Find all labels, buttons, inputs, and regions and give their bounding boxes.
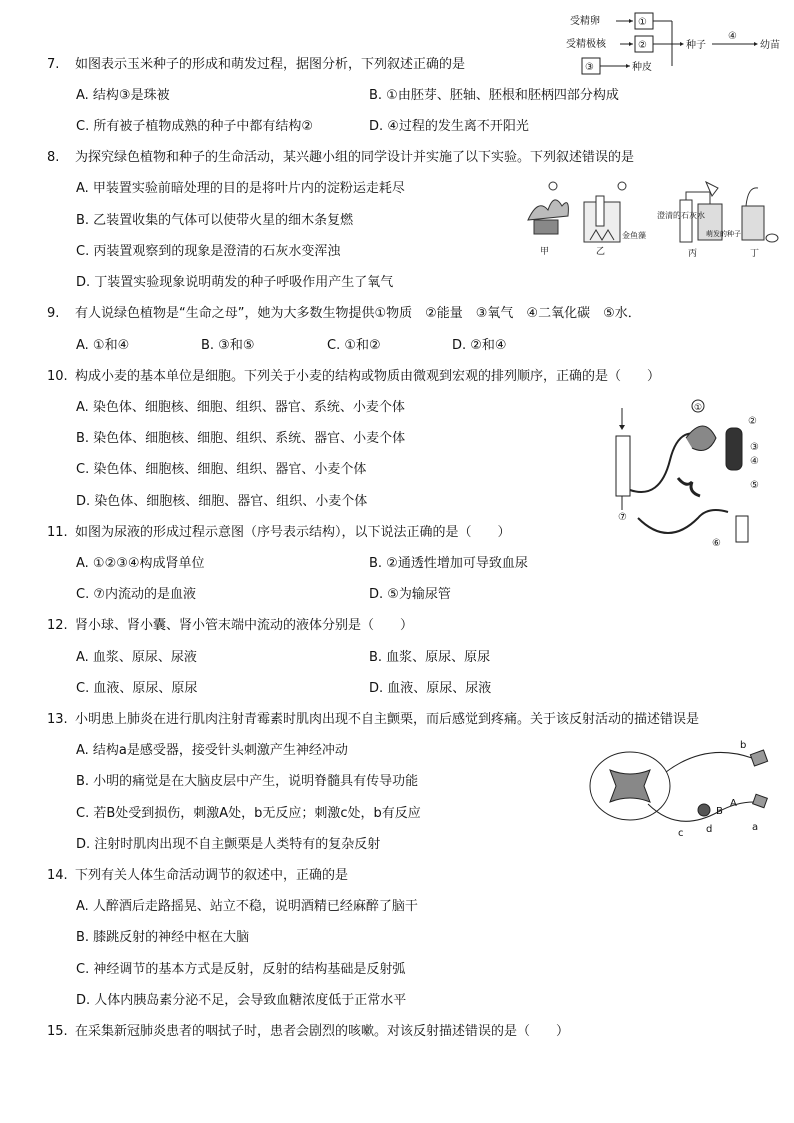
q10-option-d: D. 染色体、细胞核、细胞、器官、组织、小麦个体: [76, 494, 368, 509]
setup-yi-beaker: [584, 182, 646, 257]
q7-option-b: B. ①由胚芽、胚轴、胚根和胚柄四部分构成: [369, 88, 619, 103]
q9-option-a: A. ①和④: [76, 338, 130, 353]
label-3: ③: [750, 442, 759, 453]
arrowhead-to-seed: [680, 42, 684, 46]
question-text: 下列有关人体生命活动调节的叙述中，正确的是: [75, 868, 349, 883]
q8-option-a: A. 甲装置实验前暗处理的目的是将叶片内的淀粉运走耗尽: [76, 181, 405, 196]
label-waterweed: 金鱼藻: [622, 231, 646, 240]
q14-option-a: A. 人醉酒后走路摇晃、站立不稳，说明酒精已经麻醉了脑干: [76, 899, 418, 914]
gray-matter-icon: [610, 770, 650, 802]
question-text: 小明患上肺炎在进行肌肉注射青霉素时肌肉出现不自主颤栗，而后感觉到疼痛。关于该反射活动的描述错误是: [75, 712, 700, 727]
question-number: 13.: [47, 712, 68, 727]
q8-option-d: D. 丁装置实验现象说明萌发的种子呼吸作用产生了氧气: [76, 275, 394, 290]
dish-icon: [766, 234, 778, 242]
label-circle-4: ④: [728, 31, 737, 42]
question-7-stem: [47, 57, 465, 73]
setup-bing-limewater: [657, 182, 741, 259]
question-text: 在采集新冠肺炎患者的咽拭子时，患者会剧烈的咳嗽。对该反射描述错误的是（ ）: [75, 1024, 570, 1039]
q7-option-c: C. 所有被子植物成熟的种子中都有结构②: [76, 119, 313, 134]
q11-figure-nephron: [608, 398, 780, 556]
question-number: 10.: [47, 369, 68, 384]
receptor-icon: [753, 794, 768, 808]
ganglion-icon: [698, 804, 710, 816]
question-text: 肾小球、肾小囊、肾小管末端中流动的液体分别是（ ）: [75, 618, 414, 633]
label-5: ⑤: [750, 480, 759, 491]
q8-option-c: C. 丙装置观察到的现象是澄清的石灰水变浑浊: [76, 244, 341, 259]
label-1: ①: [694, 403, 703, 413]
outflow-vessel-icon: [736, 516, 748, 542]
sun-icon: [549, 182, 557, 190]
question-text: 如图表示玉米种子的形成和萌发过程，据图分析，下列叙述正确的是: [75, 57, 466, 72]
q12-option-b: B. 血浆、原尿、原尿: [369, 650, 491, 665]
flask-icon: [742, 206, 764, 240]
lower-tubule-icon: [638, 510, 728, 533]
question-number: 11.: [47, 525, 68, 540]
label-B: B: [716, 806, 723, 817]
label-seed: 种子: [686, 40, 706, 51]
setup-jia-plant: [528, 182, 568, 257]
question-8-stem: [47, 150, 634, 166]
question-12-stem: [47, 618, 413, 634]
q11-option-a: A. ①②③④构成肾单位: [76, 556, 205, 571]
q12-option-d: D. 血液、原尿、尿液: [369, 681, 492, 696]
label-circle-1: ①: [638, 17, 647, 28]
label-circle-3: ③: [585, 62, 594, 73]
leaves-icon: [528, 200, 568, 220]
label-A: A: [730, 798, 737, 809]
q11-option-d: D. ⑤为输尿管: [369, 587, 451, 602]
label-7: ⑦: [618, 512, 627, 523]
label-ding: 丁: [750, 249, 760, 259]
glomerulus-icon: [686, 426, 716, 450]
limewater-tube-icon: [680, 200, 692, 242]
blood-vessel-icon: [726, 428, 742, 470]
question-15-stem: [47, 1024, 569, 1040]
label-germinating-seeds: 萌发的种子: [706, 230, 741, 238]
question-number: 15.: [47, 1024, 68, 1039]
arrowhead-coat: [626, 64, 630, 68]
q8-option-b: B. 乙装置收集的气体可以使带火星的细木条复燃: [76, 213, 354, 228]
efferent-nerve-icon: [666, 752, 752, 772]
q13-option-d: D. 注射时肌肉出现不自主颤栗是人类特有的复杂反射: [76, 837, 381, 852]
funnel-icon: [706, 182, 718, 196]
question-number: 7.: [47, 57, 60, 72]
question-text: 如图为尿液的形成过程示意图（序号表示结构），以下说法正确的是（ ）: [75, 525, 511, 540]
question-text: 为探究绿色植物和种子的生命活动，某兴趣小组的同学设计并实施了以下实验。下列叙述错误的是: [75, 150, 635, 165]
q9-option-b: B. ③和⑤: [201, 338, 255, 353]
label-c: c: [678, 828, 684, 838]
q13-option-c: C. 若B处受到损伤，刺激A处，b无反应；刺激c处，b有反应: [76, 806, 421, 821]
experiments-diagram: [510, 176, 782, 264]
q11-option-c: C. ⑦内流动的是血液: [76, 587, 196, 602]
q9-option-d: D. ②和④: [452, 338, 507, 353]
seed-formation-diagram: [560, 8, 790, 78]
question-9-stem: [47, 306, 641, 322]
nephron-diagram: [608, 398, 780, 556]
q10-option-a: A. 染色体、细胞核、细胞、组织、器官、系统、小麦个体: [76, 400, 405, 415]
q7-option-d: D. ④过程的发生离不开阳光: [369, 119, 529, 134]
pot-icon: [534, 220, 558, 234]
label-yi: 乙: [596, 247, 606, 257]
question-13-stem: [47, 712, 699, 728]
label-polar-nucleus: 受精极核: [566, 39, 606, 50]
question-number: 12.: [47, 618, 68, 633]
label-limewater: 澄清的石灰水: [657, 211, 705, 220]
question-text: 构成小麦的基本单位是细胞。下列关于小麦的结构或物质由微观到宏观的排列顺序，正确的是（ ）: [75, 369, 661, 384]
label-zygote: 受精卵: [570, 16, 600, 27]
label-d: d: [706, 824, 713, 835]
label-seed-coat: 种皮: [632, 62, 652, 73]
q12-option-c: C. 血液、原尿、原尿: [76, 681, 198, 696]
sun-icon: [618, 182, 626, 190]
q7-option-a: A. 结构③是珠被: [76, 88, 170, 103]
reflex-arc-diagram: [588, 736, 784, 838]
q14-option-d: D. 人体内胰岛素分泌不足，会导致血糖浓度低于正常水平: [76, 993, 407, 1008]
q13-option-a: A. 结构a是感受器，接受针头刺激产生神经冲动: [76, 743, 348, 758]
q12-option-a: A. 血浆、原尿、尿液: [76, 650, 197, 665]
label-6: ⑥: [712, 538, 721, 549]
question-11-stem: [47, 525, 511, 541]
question-14-stem: [47, 868, 348, 884]
q7-figure-seed-formation: [560, 8, 790, 78]
label-jia: 甲: [540, 247, 550, 257]
q9-option-c: C. ①和②: [327, 338, 381, 353]
q10-option-b: B. 染色体、细胞核、细胞、组织、系统、器官、小麦个体: [76, 431, 406, 446]
label-circle-2: ②: [638, 40, 647, 51]
arrowhead-germination: [754, 42, 758, 46]
question-10-stem: [47, 369, 660, 385]
arrowhead-polar: [629, 42, 633, 46]
q8-figure-experiments: [510, 176, 782, 264]
q14-option-c: C. 神经调节的基本方式是反射，反射的结构基础是反射弧: [76, 962, 406, 977]
collecting-duct-icon: [616, 436, 630, 496]
question-text: 有人说绿色植物是“生命之母”，她为大多数生物提供①物质 ②能量 ③氧气 ④二氧化碳 ⑤水．: [75, 306, 641, 321]
question-number: 8.: [47, 150, 60, 165]
inflow-arrowhead: [619, 425, 625, 430]
label-seedling: 幼苗: [760, 40, 780, 51]
q14-option-b: B. 膝跳反射的神经中枢在大脑: [76, 930, 250, 945]
loop-icon: [678, 478, 700, 496]
arrowhead-zygote: [629, 19, 633, 23]
label-a: a: [752, 822, 759, 833]
label-b: b: [740, 740, 747, 751]
effector-icon: [750, 750, 767, 766]
question-number: 9.: [47, 306, 60, 321]
label-4: ④: [750, 456, 759, 467]
label-2: ②: [748, 416, 757, 427]
setup-ding-flask: [742, 188, 778, 259]
q13-option-b: B. 小明的痛觉是在大脑皮层中产生，说明脊髓具有传导功能: [76, 774, 419, 789]
test-tube-icon: [596, 196, 604, 226]
q13-figure-reflex-arc: [588, 736, 784, 838]
candle-icon: [746, 188, 758, 206]
q11-option-b: B. ②通透性增加可导致血尿: [369, 556, 528, 571]
label-bing: 丙: [688, 249, 698, 259]
question-number: 14.: [47, 868, 68, 883]
q10-option-c: C. 染色体、细胞核、细胞、组织、器官、小麦个体: [76, 462, 367, 477]
